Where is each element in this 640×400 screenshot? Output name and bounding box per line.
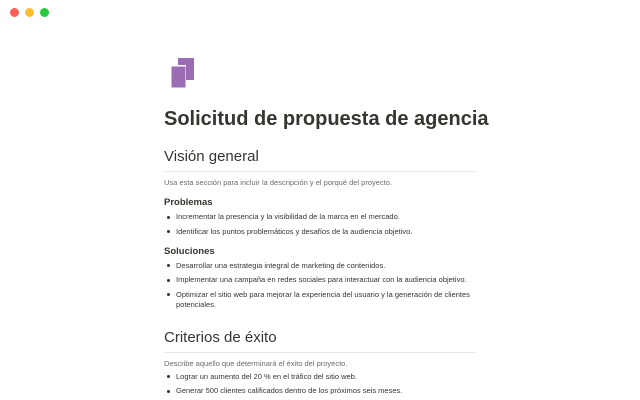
page-title[interactable]: Solicitud de propuesta de agencia xyxy=(164,108,489,130)
section-heading-success-criteria[interactable]: Criterios de éxito xyxy=(164,328,476,353)
list-item[interactable] xyxy=(164,290,476,310)
list-item[interactable] xyxy=(164,212,476,222)
solutions-list xyxy=(164,261,476,310)
bullet-icon xyxy=(167,216,170,219)
list-item-text: Identificar los puntos problemáticos y desafíos de la audiencia objetivo. xyxy=(176,226,413,236)
list-item-text: Implementar una campaña en redes sociales para interactuar con la audiencia objetivo. xyxy=(176,275,467,284)
bullet-icon xyxy=(167,230,170,233)
problems-list xyxy=(164,212,476,237)
bullet-icon xyxy=(167,375,170,378)
list-item[interactable] xyxy=(164,372,476,382)
bullet-icon xyxy=(167,390,170,393)
list-item[interactable] xyxy=(164,261,476,271)
subsection-heading-solutions[interactable]: Soluciones xyxy=(164,245,215,257)
list-item[interactable] xyxy=(164,227,476,237)
section-description-overview[interactable]: Usa esta sección para incluir la descripción y el porqué del proyecto. xyxy=(164,178,393,187)
subsection-heading-problems[interactable]: Problemas xyxy=(164,197,213,208)
list-item-text: Lograr un aumento del 20 % en el tráfico del sitio web. xyxy=(176,371,357,381)
window-controls xyxy=(10,8,49,17)
minimize-window-button[interactable] xyxy=(25,8,34,17)
list-item[interactable] xyxy=(164,386,476,396)
list-item-text: Optimizar el sitio web para mejorar la experiencia del usuario y la generación de clientes potenciales. xyxy=(176,289,470,309)
section-description-success-criteria[interactable]: Describe aquello que determinará el éxito del proyecto. xyxy=(164,358,348,368)
list-item-text: Incrementar la presencia y la visibilidad de la marca en el mercado. xyxy=(176,212,400,221)
bullet-icon xyxy=(167,279,170,282)
list-item-text: Desarrollar una estrategia integral de marketing de contenidos. xyxy=(176,260,386,270)
close-window-button[interactable] xyxy=(10,8,19,17)
list-item[interactable] xyxy=(164,275,476,285)
list-item-text: Generar 500 clientes calificados dentro de los próximos seis meses. xyxy=(176,386,403,395)
page-content xyxy=(164,58,489,400)
document-copy-icon[interactable] xyxy=(170,58,194,88)
bullet-icon xyxy=(167,293,170,296)
section-heading-overview[interactable]: Visión general xyxy=(164,147,476,172)
maximize-window-button[interactable] xyxy=(40,8,49,17)
success-criteria-list xyxy=(164,372,476,397)
bullet-icon xyxy=(167,264,170,267)
